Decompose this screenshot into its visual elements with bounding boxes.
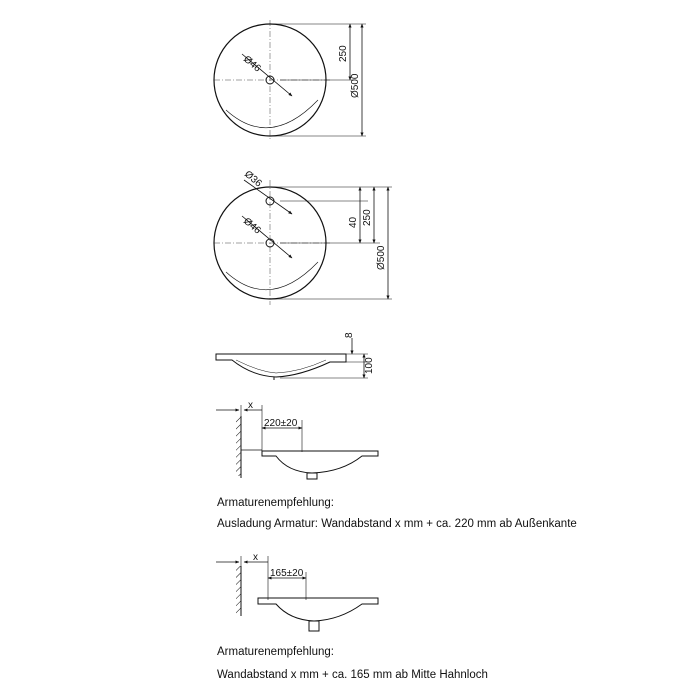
offset-label-2: 40: [348, 216, 359, 228]
wall-hatch-1: [236, 416, 241, 476]
drain-2: [309, 621, 319, 631]
top-view-1: [214, 20, 366, 140]
drain-hole-label-2: Ø36: [242, 168, 264, 190]
radius-label-2: 250: [362, 209, 373, 226]
radius-label-1: 250: [338, 45, 349, 62]
wall-distance-label-2: x: [253, 552, 258, 563]
tap-hole-label-2: Ø46: [241, 215, 263, 237]
install-2-title: Armaturenempfehlung:: [217, 646, 334, 658]
tap-hole-label-1: Ø46: [241, 53, 263, 75]
install-1-title: Armaturenempfehlung:: [217, 497, 334, 509]
rim-label: 8: [344, 332, 355, 338]
installation-view-2: [216, 552, 378, 631]
basin-section-1: [262, 451, 378, 473]
diameter-label-1: Ø500: [350, 73, 361, 98]
wall-hatch-2: [236, 566, 241, 614]
diameter-label-2: Ø500: [376, 245, 387, 270]
basin-section-2: [258, 598, 378, 621]
side-view: [216, 332, 375, 380]
faucet-reach-label-2: 165±20: [270, 568, 304, 579]
basin-side-profile: [216, 354, 346, 377]
install-2-text: Wandabstand x mm + ca. 165 mm ab Mitte Hahnloch: [217, 669, 488, 681]
wall-distance-label-1: x: [248, 400, 253, 411]
drain-1: [307, 473, 317, 479]
installation-view-1: [216, 400, 378, 479]
faucet-reach-label-1: 220±20: [264, 418, 298, 429]
install-1-text: Ausladung Armatur: Wandabstand x mm + ca. 220 mm ab Außenkante: [217, 518, 577, 530]
top-view-2: [214, 169, 392, 305]
basin-inner-shadow-2: [226, 262, 318, 290]
drain-hole-leader-2: [244, 180, 292, 214]
height-label: 100: [364, 357, 375, 374]
